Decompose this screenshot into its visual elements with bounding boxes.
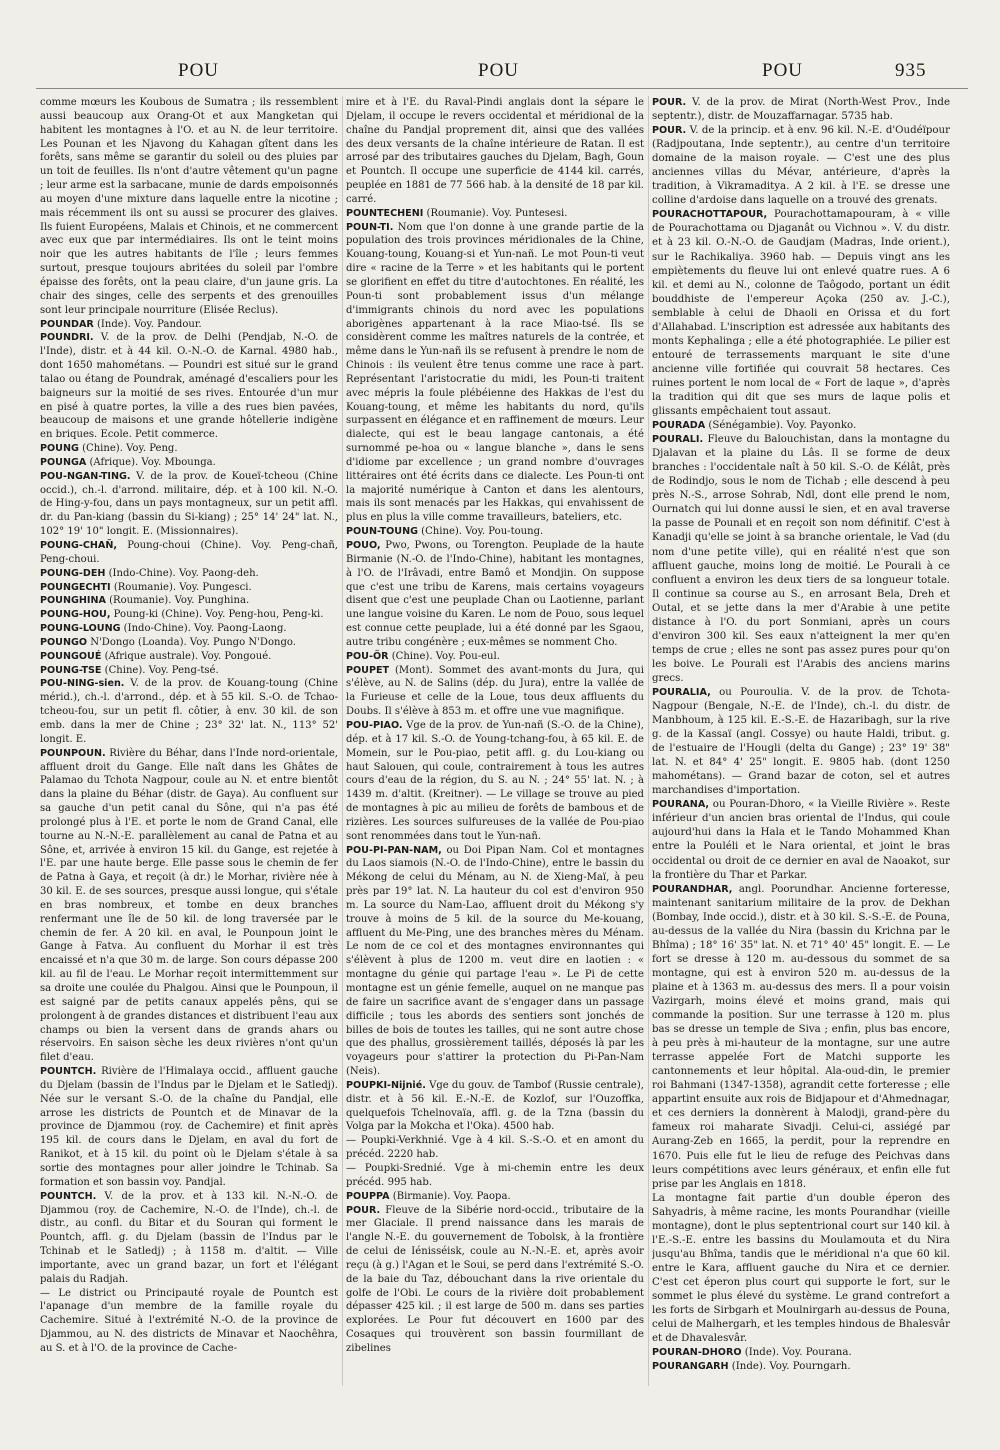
entry-text: (Chine). Voy. Peng. bbox=[78, 443, 178, 455]
entry-headword: POUR. bbox=[652, 97, 687, 108]
dictionary-entry bbox=[652, 419, 950, 433]
column-1 bbox=[40, 96, 338, 1386]
entry-headword: POUNTCH. bbox=[40, 1190, 97, 1202]
entry-text: V. de la prov. et à 133 kil. N.-N.-O. de Djammou (roy. de Cachemire, N.-O. de l'Inde), ch.-l. de distr., au confl. du Bitar et du Souran qui forment le Pountch, affl. g. du Djelam (bassin de l'Indus par le Tchinab et le Satledj) ; à 1158 m. d'altit. — Ville importante, avec un grand bazar, un fort et l'élégant palais du Radjah. bbox=[40, 1190, 338, 1285]
entry-headword: POUNDAR bbox=[40, 318, 94, 330]
entry-text: (Inde). Voy. Pourngarh. bbox=[728, 1361, 851, 1373]
entry-text: N'Dongo (Loanda). Voy. Pungo N'Dongo. bbox=[87, 636, 296, 648]
dictionary-entry bbox=[346, 1162, 644, 1190]
entry-headword: POUNG bbox=[40, 443, 79, 455]
header-rule bbox=[36, 88, 968, 89]
entry-headword: POUNTCH. bbox=[40, 1066, 97, 1078]
entry-text: Poung-ki (Chine). Voy. Peng-hou, Peng-ki. bbox=[110, 609, 324, 621]
entry-text: (Roumanie). Voy. Punghina. bbox=[105, 595, 250, 607]
entry-headword: POURANA, bbox=[652, 799, 710, 811]
dictionary-entry bbox=[40, 636, 338, 650]
dictionary-entry bbox=[346, 207, 644, 221]
entry-headword: POUPKI-Nijnié. bbox=[346, 1079, 426, 1091]
entry-headword: POUN-TI. bbox=[346, 221, 394, 233]
entry-text: Poung-choui (Chine). Voy. Peng-chañ, Peng-choui. bbox=[40, 540, 338, 565]
page-number: 935 bbox=[895, 60, 927, 81]
running-head-center: POU bbox=[478, 60, 520, 81]
dictionary-entry bbox=[40, 664, 338, 678]
entry-text: V. de la prov. de Mirat (North-West Prov., Inde septentr.), distr. de Mouzaffarnagar. 5735 hab. bbox=[652, 97, 950, 123]
entry-text: mire et à l'E. du Raval-Pindi anglais dont la sépare le Djelam, il occupe le revers occidental et méridional de la chaîne du Pandjal proprement dit, ainsi que des vallées des deux versants de la chaîne intérieure de Ratan. Il est arrosé par des tributaires gauches du Djelam, Bagh, Goun et Pountch. Il occupe une superficie de 4144 kil. carrés, peuplée en 1881 de 77 566 hab. à la densité de 18 par kil. carré. bbox=[346, 97, 644, 205]
dictionary-entry bbox=[40, 442, 338, 456]
entry-text: Rivière du Béhar, dans l'Inde nord-orientale, affluent droit du Gange. Elle naît dans les Ghâtes de Palamao du Tchota Nagpour, coule au N. et entre bientôt dans la plaine du Béhar (distr. de Gaya). Au confluent sur sa gauche d'un petit canal du Sône, qui n'a pas été prolongé plus à l'E. et porte le nom de Grand Canal, elle tourne au N.-N.-E. parallèlement au canal de Patna et au Sône, et, arrivée à environ 15 kil. du Gange, est rejetée à l'E. par une haute berge. Elle passe sous le chemin de fer de Patna à Gaya, et reçoit (à dr.) le Morhar, rivière née à 30 kil. E. de ses sources, presque aussi longue, qui s'étale en bras nombreux, et tombe en deux branches renfermant une île de 50 kil. de long traversée par le chemin de fer. A 20 kil. en aval, le Pounpoun joint le Gange à Fatva. Au confluent du Morhar il est très encaissé et n'a que 30 m. de large. Son cours dépasse 200 kil. au fil de l'eau. Le Morhar reçoit intermittemment sur sa droite une coulée du Phalgou. Ainsi que le Pounpoun, il est saigné par de petits canaux appelés pêns, qui se prolongent à de grandes distances et distribuent l'eau aux champs ou bien la versent dans de grands ahars ou réservoirs. En saison sèche les deux rivières n'ont qu'un filet d'eau. bbox=[40, 747, 338, 1064]
dictionary-entry bbox=[40, 594, 338, 608]
dictionary-entry bbox=[40, 470, 338, 539]
entry-text: angl. Poorundhar. Ancienne forteresse, maintenant sanitarium militaire de la prov. de Dekhan (Bombay, Inde occid.), distr. et à 30 kil. S.-S.-E. de Pouna, au-dessus de la vallée du Nira (bassin du Krichna par le Bhîma) ; 18° 16' 35" lat. N. et 71° 40' 45" longit. E. — Le fort se dresse à 120 m. au-dessous du sommet de sa montagne, qui est à environ 520 m. au-dessus de la plaine et à 1363 m. au-dessus des mers. Il a pour voisin Vazirgarh, moins élevé et moins grand, mais qui commande la position. Sur une terrasse à 120 m. plus bas se dresse un temple de Siva ; enfin, plus bas encore, à peu près à mi-hauteur de la montagne, sur une autre terrasse appelée Fort de Matchi supporte les cantonnements et leur hôpital. Ala-oud-din, le premier roi Bahmani (1347-1358), agrandit cette forteresse ; elle appartint ensuite aux rois de Bidjapour et d'Ahmednagar, et ces derniers la donnèrent à Malodji, grand-père du fameux roi maharate Sivadji. Celui-ci, assiégé par Aurang-Zeb en 1665, la perdit, pour la reprendre en 1670. Puis elle fut le lieu de refuge des Peichvas dans leurs compétitions avec leurs généraux, et enfin elle fut prise par les Anglais en 1818. bbox=[652, 883, 950, 1190]
dictionary-entry bbox=[346, 844, 644, 1079]
dictionary-entry bbox=[346, 1134, 644, 1162]
entry-headword: POUNG-HOU, bbox=[40, 609, 111, 621]
column-3 bbox=[652, 96, 950, 1386]
entry-text: Vge du gouv. de Tambof (Russie centrale), distr. et à 56 kil. E.-N.-E. de Kozlof, sur l'Ouzoffka, quelquefois Tchelnovaïa, affl. g. de la Tzna (bassin du Volga par la Mokcha et l'Oka). 4500 hab. bbox=[346, 1079, 644, 1133]
dictionary-entry bbox=[652, 208, 950, 419]
dictionary-entry bbox=[346, 221, 644, 526]
entry-text: — Poupki-Srednié. Vge à mi-chemin entre les deux précéd. 995 hab. bbox=[346, 1162, 644, 1188]
dictionary-entry bbox=[40, 1287, 338, 1356]
entry-text: Rivière de l'Himalaya occid., affluent gauche du Djelam (bassin de l'Indus par le Djelam et le Satledj). Née sur le versant S.-O. de la chaîne du Pandjal, elle arrose les districts de Pountch et de Minavar de la province de Djammou (roy. de Cachemire) et finit après 195 kil. de cours dans le Djelam, en aval du fort de Ranikot, et à 15 kil. du point où le Djelam s'étale à sa sortie des montagnes pour aller joindre le Tchinab. Sa formation et son bassin voy. Pandjal. bbox=[40, 1066, 338, 1188]
entry-headword: POUNG-DEH bbox=[40, 567, 106, 579]
entry-headword: POUNG-LOUNG bbox=[40, 623, 121, 635]
entry-text: ou Doi Pipan Nam. Col et montagnes du Laos siamois (N.-O. de l'Indo-Chine), entre le bassin du Mékong de celui du Ménam, au N. de Xieng-Maï, à peu près par 19° lat. N. La hauteur du col est d'environ 950 m. La source du Nam-Lao, affluent droit du Mékong s'y trouve à moins de 5 kil. de la source du Me-kouang, affluent du Me-Ping, une des branches mères du Ménam. Le nom de ce col et des montagnes environnantes qui s'élèvent à plus de 1200 m. veut dire en laotien : « montagne du génie qui partage l'eau ». Le Pi de cette montagne est un génie femelle, auquel on ne manque pas de faire un sacrifice avant de s'engager dans un passage difficile ; tous les abords des sentiers sont jonchés de billes de bois de toutes les tailles, qui ne sont autre chose que des phallus, grossièrement taillés, déposés là par les voyageurs pour s'attirer la protection du Pi-Pan-Nam (Neis). bbox=[346, 844, 644, 1078]
entry-text: Nom que l'on donne à une grande partie de la population des trois provinces méridionales de la Chine, Kouang-toung, Kouang-si et Yun-nañ. Le mot Poun-ti veut dire « racine de la Terre » et les habitants qui le portent se glorifient en effet du titre d'autochtones. En réalité, les Poun-ti sont probablement issus d'un mélange d'immigrants chinois du nord avec les populations aborigènes appartenant à la race Miao-tsé. Ils se considèrent comme les maîtres naturels de la contrée, et même dans le Yun-nañ ils se refusent à prendre le nom de Chinois : ils veulent être tenus comme une race à part. Représentant l'aristocratie du midi, les Poun-ti traitent avec mépris la foule plébéienne des Hakkas de l'est du Kouang-toung, et même les habitants du nord, qu'ils surpassent en élégance et en raffinement de mœurs. Leur dialecte, qui est le beau langage cantonais, a été surnommé pe-hoa ou « langue blanche », dans le sens d'idiome par excellence ; un grand nombre d'ouvrages littéraires ont été écrits dans ce dialecte. Les Poun-ti ont la majorité numérique à Canton et dans les alentours, mais ils sont menacés par les Hakkas, qui envahissent de plus en plus la ville comme travailleurs, bateliers, etc. bbox=[346, 221, 644, 524]
dictionary-entry bbox=[40, 567, 338, 581]
dictionary-entry bbox=[40, 318, 338, 332]
dictionary-entry bbox=[346, 1204, 644, 1356]
column-divider bbox=[648, 96, 649, 1386]
entry-headword: POUNTECHENI bbox=[346, 207, 424, 219]
entry-text: V. de la prov. de Delhi (Pendjab, N.-O. de l'Inde), distr. et à 44 kil. O.-N.-O. de Karnal. 4980 hab., dont 1650 mahométans. — Poundri est situé sur le grand talao ou étang de Poundrak, aménagé d'escaliers pour les baigneurs sur la moitié de ses rives. Entourée d'un mur en pisé à quatre portes, la ville a des rues bien pavées, beaucoup de maisons et une grande hôtellerie indigène en briques. Ecole. Petit commerce. bbox=[40, 332, 338, 441]
dictionary-entry bbox=[40, 96, 338, 318]
entry-text: ou Pouran-Dhoro, « la Vieille Rivière ». Reste inférieur d'un ancien bras oriental de l'Indus, qui coule aujourd'hui dans la Hala et le Tando Mohammed Khan entre la Pouléli et le Nara oriental, et joint le bras occidental ou droit de ce dernier en aval de Naoakot, sur la frontière du Thar et Parkar. bbox=[652, 799, 950, 881]
entry-text: Pwo, Pwons, ou Torengton. Peuplade de la haute Birmanie (N.-O. de l'Indo-Chine), habitant les montagnes, à l'O. de l'Irâvadi, entre Bamô et Mondjin. On suppose que c'est une tribu de Karens, mais certains voyageurs disent que c'est une peuplade Chan ou Laotienne, parlant une langue voisine du Karen. Le nom de Pouo, sous lequel est connue cette peuplade, lui a été donné par les Sgaou, autre tribu congénère ; eux-mêmes se nomment Cho. bbox=[346, 540, 644, 648]
entry-headword: POURADA bbox=[652, 420, 706, 432]
dictionary-entry bbox=[652, 124, 950, 208]
entry-headword: POU-NING-sien. bbox=[40, 678, 125, 690]
dictionary-entry bbox=[40, 331, 338, 442]
entry-headword: POU-NGAN-TING. bbox=[40, 470, 131, 482]
entry-text: (Mont). Sommet des avant-monts du Jura, qui s'élève, au N. de Salins (dép. du Jura), entre la vallée de la Furieuse et celle de la Loue, tous deux affluents du Doubs. Il s'élève à 853 m. et offre une vue magnifique. bbox=[346, 664, 644, 718]
entry-text: V. de la prov. de Koueï-tcheou (Chine occid.), ch.-l. d'arrond. militaire, dép. et à 100 kil. N.-O. de Hing-y-fou, dans un pays montagneux, sur un petit affl. dr. du Pan-kiang (bassin du Si-kiang) ; 25° 14' 24" lat. N., 102° 19' 10" longit. E. (Missionnaires). bbox=[40, 470, 338, 538]
entry-headword: POURANDHAR, bbox=[652, 883, 733, 895]
entry-headword: POURALI. bbox=[652, 434, 704, 446]
entry-text: (Roumanie). Voy. Puntesesi. bbox=[423, 207, 568, 219]
entry-text: (Inde). Voy. Pourana. bbox=[741, 1347, 852, 1359]
dictionary-entry bbox=[346, 1190, 644, 1204]
dictionary-entry bbox=[652, 686, 950, 798]
entry-text: (Roumanie). Voy. Pungesci. bbox=[110, 581, 252, 593]
entry-headword: POUPPA bbox=[346, 1190, 390, 1202]
running-head-right: POU bbox=[762, 60, 804, 81]
dictionary-entry bbox=[652, 1360, 950, 1374]
entry-text: (Chine). Voy. Peng-tsé. bbox=[101, 664, 219, 676]
dictionary-entry bbox=[40, 1065, 338, 1190]
entry-headword: POUNDRI. bbox=[40, 332, 94, 344]
dictionary-entry bbox=[346, 96, 644, 207]
entry-headword: POURACHOTTAPOUR, bbox=[652, 209, 768, 221]
dictionary-entry bbox=[346, 650, 644, 664]
entry-text: comme mœurs les Koubous de Sumatra ; ils ressemblent aussi beaucoup aux Orang-Ot et aux Mangketan qui habitent les montagnes à l'O. et au N. de leur territoire. Les Pounan et les Njavong du Kahagan gîtent dans les forêts, sans même se garantir du soleil ou des pluies par un toit de feuilles. Ils n'ont d'autre vêtement qu'un pagne ; leur arme est la sarbacane, munie de dards empoisonnés au moyen d'une mixture dans laquelle entre la nicotine ; mais récemment ils ont su aussi se procurer des glaives. Ils fuient Européens, Malais et Chinois, et ne commercent avec eux que par intermédiaires. Ils ont le teint moins noir que les autres habitants de l'île ; leurs femmes surtout, presque toujours abritées du soleil par l'ombre épaisse des forêts, ont la peau claire, d'un jaune gris. La chair des singes, celle des serpents et des grenouilles sont leur principale nourriture (Elisée Reclus). bbox=[40, 97, 338, 316]
column-2 bbox=[346, 96, 644, 1386]
entry-text: Vge de la prov. de Yun-nañ (S.-O. de la Chine), dép. et à 17 kil. S.-O. de Young-tchang-fou, à 65 kil. E. de Momein, sur le Pou-piao, petit affl. g. du Lou-kiang ou haut Salouen, qui coule, contrairement à tous les autres cours d'eau de la région, du S. au N. ; 24° 55' lat. N. ; à 1439 m. d'altit. (Kreitner). — Le village se trouve au pied de montagnes à pic au milieu de forêts de bambous et de rizières. Les sources sulfureuses de la vallée de Pou-piao sont renommées dans tout le Yun-nañ. bbox=[346, 719, 644, 842]
dictionary-entry bbox=[40, 747, 338, 1065]
entry-text: (Indo-Chine). Voy. Paong-Laong. bbox=[120, 623, 287, 635]
entry-text: Fleuve du Balouchistan, dans la montagne du Djalavan et la plaine du Lâs. Il se forme de deux branches : l'occidentale naît à 50 kil. S.-O. de Kélât, près de Rodindjo, sous le nom de Tichab ; elle descend à peu près N.-S., arrose Sohrab, Ndl, dont elle prend le nom, Ournatch qui lui donne aussi le sien, et en aval traverse la passe de Pounali et en reçoit son nom définitif. C'est à Kanadji qu'elle se joint à sa branche orientale, le Vad (du nom d'une petite ville), qui en réalité n'est que son affluent gauche, moins long de moitié. Le Pourali à ce confluent a environ les deux tiers de sa longueur totale. Il continue sa course au S., en arrosant Bela, Dreh et Outal, et se jette dans la mer d'Arabie à une petite distance à l'O. du port Sonmiani, après un cours d'environ 300 kil. Ses eaux n'atteignent la mer qu'en temps de crue ; elles ne sont pas assez pures pour qu'on les boive. Le Pourali est l'Arabis des anciens marins grecs. bbox=[652, 434, 950, 684]
entry-headword: POUNPOUN. bbox=[40, 747, 106, 759]
dictionary-entry bbox=[40, 650, 338, 664]
column-divider bbox=[342, 96, 343, 1386]
dictionary-entry bbox=[346, 1079, 644, 1134]
dictionary-entry bbox=[652, 96, 950, 124]
entry-text: V. de la princip. et à env. 96 kil. N.-E. d'Oudéïpour (Radjpoutana, Inde septentr.), au centre d'un territoire domaine de la maison royale. — C'est une des plus anciennes villas du Mévar, antérieure, d'après la tradition, à Vikramaditya. A 2 kil. à l'E. se dresse une colline d'ardoise dans laquelle on a trouvé des grenats. bbox=[652, 125, 950, 207]
entry-text: (Chine). Voy. Pou-eul. bbox=[388, 650, 500, 662]
entry-text: — Poupki-Verkhnié. Vge à 4 kil. S.-S.-O. et en amont du précéd. 2220 hab. bbox=[346, 1135, 644, 1161]
entry-headword: POUNG-CHAÑ, bbox=[40, 540, 118, 551]
entry-headword: POUN-TOUNG bbox=[346, 526, 418, 538]
dictionary-entry bbox=[346, 719, 644, 844]
dictionary-entry bbox=[40, 608, 338, 622]
dictionary-entry bbox=[652, 1346, 950, 1360]
entry-text: (Birmanie). Voy. Paopa. bbox=[389, 1190, 511, 1202]
entry-text: (Afrique australe). Voy. Pongoué. bbox=[101, 650, 272, 662]
dictionary-entry bbox=[40, 622, 338, 636]
entry-headword: POU-PI-PAN-NAM, bbox=[346, 844, 442, 856]
entry-headword: POUNGHINA bbox=[40, 595, 106, 607]
entry-headword: POU-PIAO. bbox=[346, 719, 403, 731]
entry-headword: POUPET bbox=[346, 664, 390, 676]
entry-text: Fleuve de la Sibérie nord-occid., tributaire de la mer Glaciale. Il prend naissance dans les marais de l'angle N.-E. du gouvernement de Tobolsk, à la frontière de celui de Iénisséisk, coule au N.-N.-E. et, après avoir reçu (à g.) l'Agan et le Soui, se perd dans l'extrémité S.-O. de la baie du Taz, débouchant dans la rive orientale du golfe de l'Obi. Le cours de la rivière doit probablement dépasser 425 kil. ; il est large de 500 m. dans ses parties explorées. Le Pour fut découvert en 1600 par des Cosaques qui trouvèrent son bassin fourmillant de zibelines bbox=[346, 1204, 644, 1354]
dictionary-entry bbox=[346, 539, 644, 650]
dictionary-entry bbox=[40, 539, 338, 567]
entry-headword: POU-ÖR bbox=[346, 650, 389, 662]
entry-headword: POUNGA bbox=[40, 456, 87, 468]
dictionary-entry bbox=[652, 1192, 950, 1347]
entry-headword: POURANGARH bbox=[652, 1361, 729, 1373]
dictionary-entry bbox=[40, 456, 338, 470]
entry-headword: POURAN-DHORO bbox=[652, 1347, 742, 1359]
entry-text: (Indo-Chine). Voy. Paong-deh. bbox=[105, 567, 259, 579]
entry-headword: POUR. bbox=[652, 125, 687, 137]
running-head-left: POU bbox=[178, 60, 220, 81]
entry-headword: POUNGO bbox=[40, 636, 88, 648]
entry-text: — Le district ou Principauté royale de Pountch est l'apanage d'un membre de la famille royale du Cachemire. Situé à l'extrémité N.-O. de la province de Djammou, au N. des districts de Minavar et Naochêhra, au S. et à l'O. de la province de Cache- bbox=[40, 1287, 338, 1354]
dictionary-entry bbox=[652, 883, 950, 1192]
dictionary-entry bbox=[652, 433, 950, 686]
entry-headword: POUNGOUÉ bbox=[40, 650, 102, 662]
dictionary-entry bbox=[40, 1190, 338, 1287]
entry-text: V. de la prov. de Kouang-toung (Chine mérid.), ch.-l. d'arrond., dép. et à 55 kil. S.-O. de Tchao-tcheou-fou, sur un petit fl. côtier, à env. 30 kil. de son emb. dans la mer de Chine ; 23° 32' lat. N., 113° 52' longit. E. bbox=[40, 678, 338, 745]
dictionary-entry bbox=[40, 581, 338, 595]
entry-text: (Afrique). Voy. Mbounga. bbox=[86, 456, 216, 468]
entry-headword: POURALIA, bbox=[652, 686, 711, 698]
entry-headword: POUO, bbox=[346, 540, 381, 551]
entry-headword: POUNG-TSE bbox=[40, 664, 102, 676]
dictionary-entry bbox=[652, 798, 950, 882]
entry-headword: POUR. bbox=[346, 1204, 381, 1216]
entry-text: (Inde). Voy. Pandour. bbox=[93, 318, 202, 330]
entry-text: Pourachottamapouram, à « ville de Pourachottama ou Djaganât ou Vichnou ». V. du distr. et à 23 kil. O.-N.-O. de Gaudjam (Madras, Inde orient.), sur le Rachikaliya. 3960 hab. — Depuis vingt ans les empiètements du fleuve lui ont enlevé quatre rues. A 6 kil. et demi au N., colonne de Taôgodo, portant un édit bouddhiste de l'empereur Açoka (250 av. J.-C.), semblable à celui de Dhaoli en Orissa et du fort d'Allahabad. L'inscription est adressée aux habitants des monts Kephalinga ; elle a été photographiée. Le pilier est entouré de terrassements marquant le site d'une ancienne ville fortifiée qui couvrait 58 hectares. Ces ruines portent le nom local de « Fort de laque », d'après la tradition qui dit que ses murs de laque polis et glissants empêchaient tout assaut. bbox=[652, 209, 950, 418]
entry-headword: POUNGECHTI bbox=[40, 581, 111, 593]
dictionary-entry bbox=[346, 664, 644, 719]
dictionary-entry bbox=[40, 677, 338, 746]
entry-text: ou Pouroulia. V. de la prov. de Tchota-Nagpour (Bengale, N.-E. de l'Inde), ch.-l. du distr. de Manbhoum, à 125 kil. E.-S.-E. de Hazaribagh, sur la rive g. de la Kassaï (angl. Cossye) ou haute Haldi, tribut. g. de l'estuaire de l'Hougli (delta du Gange) ; 23° 19' 38" lat. N. et 84° 4' 25" longit. E. 9805 hab. (dont 1250 mahométans). — Grand bazar de coton, sel et autres marchandises d'importation. bbox=[652, 686, 950, 797]
entry-text: (Chine). Voy. Pou-toung. bbox=[417, 526, 544, 538]
entry-text: (Sénégambie). Voy. Payonko. bbox=[705, 420, 857, 432]
entry-text: La montagne fait partie d'un double éperon des Sahyadris, à même racine, les monts Pourandhar (vieille montagne), dont le plus septentrional court sur 140 kil. à l'E.-S.-E. entre les bassins du Moulamouta et du Nira jusqu'au Bhîma, tandis que le méridional n'a que 60 kil. entre le Kara, affluent gauche du Nira et ce dernier. C'est cet éperon plus court qui supporte le fort, sur le sommet le plus élevé du système. Le grand contrefort a les forts de Sirbgarh et Moulnirgarh au-dessus de Pouna, celui de Malhergarh, et les temples hindous de Bhalesvâr et de Dhavalesvâr. bbox=[652, 1192, 950, 1345]
dictionary-entry bbox=[346, 525, 644, 539]
